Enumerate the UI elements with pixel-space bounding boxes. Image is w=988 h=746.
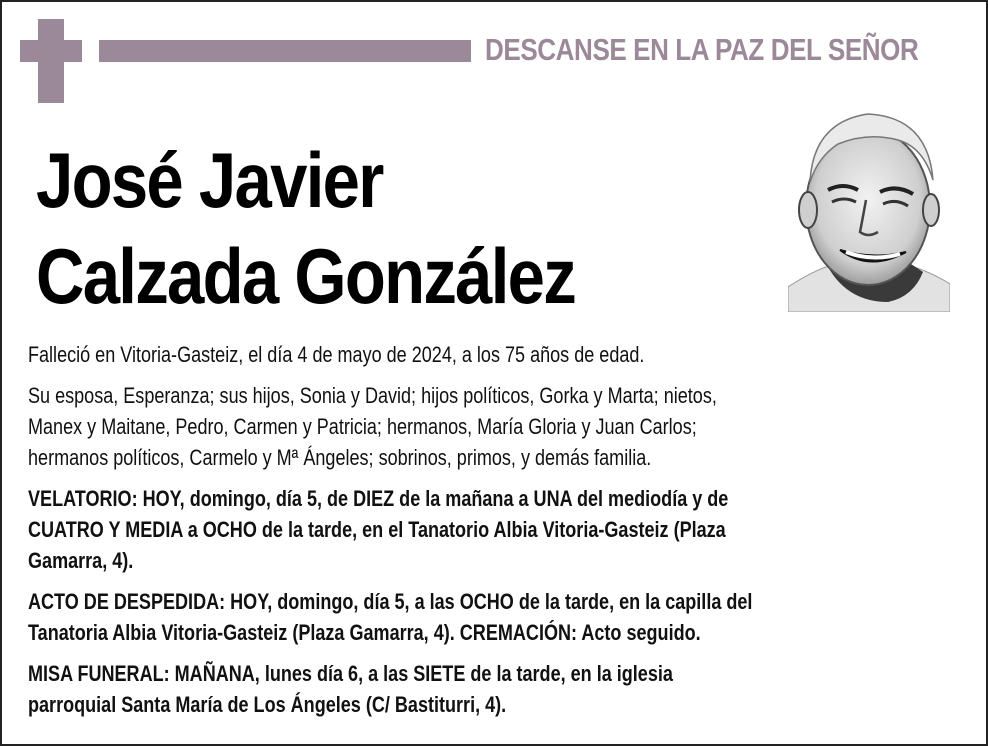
text-line: Manex y Maitane, Pedro, Carmen y Patricia; hermanos, María Gloria y Juan Carlos; [28,414,697,439]
header-rule [99,40,471,62]
text-line: parroquial Santa María de Los Ángeles (C/ Bastiturri, 4). [28,692,507,717]
velatorio-paragraph [28,483,946,576]
text-line: Tanatoria Albia Vitoria-Gasteiz (Plaza Gamarra, 4). CREMACIÓN: Acto seguido. [28,620,701,645]
header-title: DESCANSE EN LA PAZ DEL SEÑOR [485,32,919,67]
name-line-1: José Javier [36,136,383,224]
cross-horizontal-bar [20,40,82,62]
text-line: VELATORIO: HOY, domingo, día 5, de DIEZ de la mañana a UNA del mediodía y de [28,486,729,511]
name-line-2: Calzada González [36,232,576,320]
death-paragraph [28,339,946,370]
portrait-photo [788,102,950,312]
text-line: MISA FUNERAL: MAÑANA, lunes día 6, a las SIETE de la tarde, en la iglesia [28,661,673,686]
text-line: Su esposa, Esperanza; sus hijos, Sonia y David; hijos políticos, Gorka y Marta; nietos, [28,383,717,408]
text-line: Falleció en Vitoria-Gasteiz, el día 4 de mayo de 2024, a los 75 años de edad. [28,342,645,367]
text-line: CUATRO Y MEDIA a OCHO de la tarde, en el Tanatorio Albia Vitoria-Gasteiz (Plaza [28,517,726,542]
text-line: Gamarra, 4). [28,548,134,573]
deceased-name [36,132,575,324]
family-paragraph [28,380,946,473]
text-line: ACTO DE DESPEDIDA: HOY, domingo, día 5, a las OCHO de la tarde, en la capilla del [28,589,753,614]
text-line: hermanos políticos, Carmelo y Mª Ángeles; sobrinos, primos, y demás familia. [28,445,652,470]
funeral-paragraph [28,658,946,720]
obituary-body [28,339,946,730]
despedida-paragraph [28,586,946,648]
